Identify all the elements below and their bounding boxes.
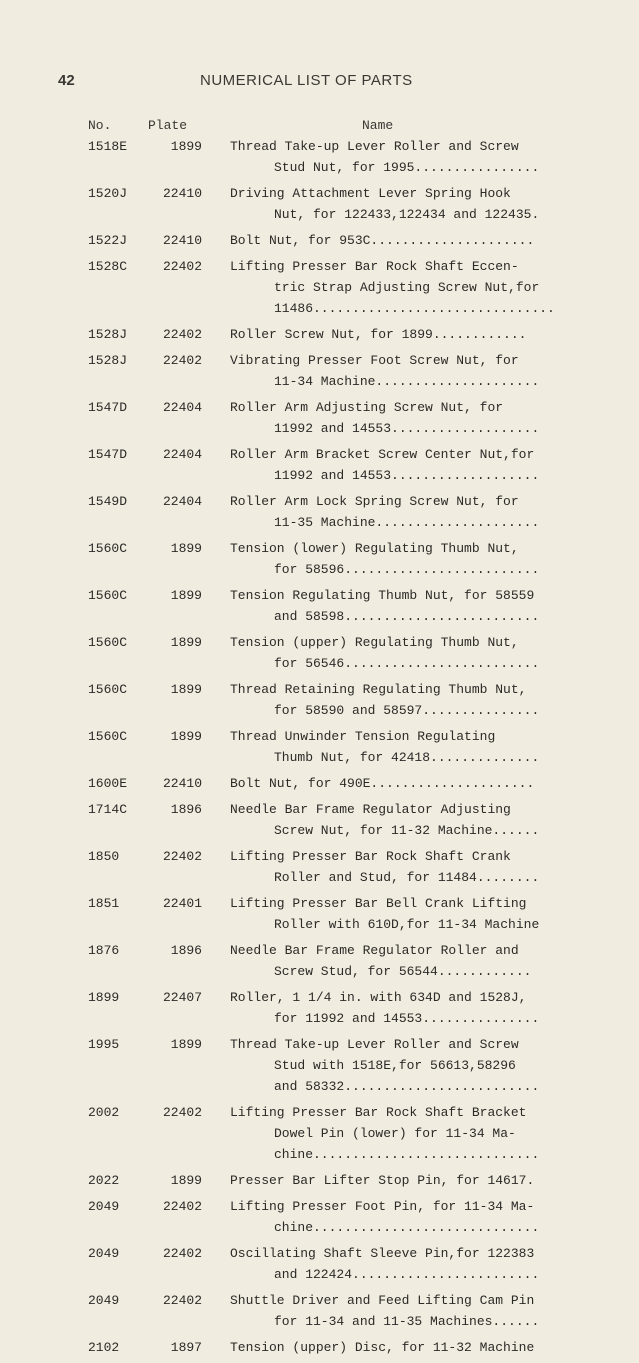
table-row: [0, 491, 639, 533]
part-name: [230, 632, 572, 674]
part-name-line: Tension (upper) Regulating Thumb Nut,: [230, 635, 519, 650]
part-name-line: Screw Nut, for 11-32 Machine......: [274, 823, 540, 838]
part-name-line: Oscillating Shaft Sleeve Pin,for 122383: [230, 1246, 535, 1261]
table-row: [0, 230, 639, 251]
part-name: [230, 1034, 572, 1097]
part-name-line: for 11992 and 14553...............: [274, 1011, 540, 1026]
part-number: 1899: [88, 990, 120, 1005]
part-name-line: Roller, 1 1/4 in. with 634D and 1528J,: [230, 990, 527, 1005]
table-row: [0, 1196, 639, 1238]
plate-number: 22410: [162, 233, 202, 248]
table-row: [0, 773, 639, 794]
part-number: 2022: [88, 1173, 120, 1188]
part-number: 2102: [88, 1340, 120, 1355]
part-name-line: Roller Arm Adjusting Screw Nut, for: [230, 400, 504, 415]
part-name-line: Thread Unwinder Tension Regulating: [230, 729, 496, 744]
part-name: [230, 230, 572, 251]
part-name: [230, 726, 572, 768]
plate-number: 22402: [162, 1199, 202, 1214]
part-number: 1560C: [88, 729, 128, 744]
table-row: [0, 632, 639, 674]
part-name: [230, 679, 572, 721]
plate-number: 22410: [162, 776, 202, 791]
plate-number: 22402: [162, 353, 202, 368]
part-name-line: Screw Stud, for 56544............: [274, 964, 532, 979]
table-row: [0, 183, 639, 225]
part-name: [230, 1196, 572, 1238]
part-name: [230, 397, 572, 439]
part-number: 1547D: [88, 400, 128, 415]
part-name-line: Bolt Nut, for 953C.....................: [230, 233, 535, 248]
part-name-line: Needle Bar Frame Regulator Adjusting: [230, 802, 511, 817]
plate-number: 1899: [170, 1037, 202, 1052]
part-name-line: Roller Arm Bracket Screw Center Nut,for: [230, 447, 535, 462]
part-name-line: for 58596.........................: [274, 562, 540, 577]
part-name-line: and 58598.........................: [274, 609, 540, 624]
part-number: 1547D: [88, 447, 128, 462]
table-row: [0, 585, 639, 627]
part-name-line: Lifting Presser Foot Pin, for 11-34 Ma-: [230, 1199, 535, 1214]
part-number: 1851: [88, 896, 120, 911]
part-name-line: Dowel Pin (lower) for 11-34 Ma-: [274, 1126, 516, 1141]
part-name: [230, 491, 572, 533]
part-number: 1528C: [88, 259, 128, 274]
part-name-line: Lifting Presser Bar Bell Crank Lifting: [230, 896, 527, 911]
part-name: [230, 324, 572, 345]
part-name-line: 11-35 Machine.....................: [274, 515, 540, 530]
plate-number: 1899: [170, 1173, 202, 1188]
table-row: [0, 1034, 639, 1097]
part-number: 2049: [88, 1293, 120, 1308]
part-name: [230, 183, 572, 225]
plate-number: 22402: [162, 1246, 202, 1261]
part-number: 1549D: [88, 494, 128, 509]
page-number: 42: [58, 72, 75, 89]
part-name: [230, 350, 572, 392]
page-title: NUMERICAL LIST OF PARTS: [200, 72, 413, 89]
part-name-line: Thread Take-up Lever Roller and Screw: [230, 1037, 519, 1052]
table-row: [0, 538, 639, 580]
part-name-line: Thread Retaining Regulating Thumb Nut,: [230, 682, 527, 697]
plate-number: 1899: [170, 729, 202, 744]
table-row: [0, 350, 639, 392]
part-name-line: for 11-34 and 11-35 Machines......: [274, 1314, 540, 1329]
part-name-line: Stud with 1518E,for 56613,58296: [274, 1058, 516, 1073]
part-name-line: and 58332.........................: [274, 1079, 540, 1094]
part-name-line: Nut, for 122433,122434 and 122435.: [274, 207, 540, 222]
plate-number: 1899: [170, 635, 202, 650]
part-name-line: Lifting Presser Bar Rock Shaft Crank: [230, 849, 511, 864]
part-name-line: for 56546.........................: [274, 656, 540, 671]
plate-number: 1899: [170, 682, 202, 697]
part-number: 1560C: [88, 588, 128, 603]
plate-number: 22401: [162, 896, 202, 911]
part-number: 2049: [88, 1199, 120, 1214]
part-number: 1850: [88, 849, 120, 864]
part-name: [230, 893, 572, 935]
table-row: [0, 893, 639, 935]
plate-number: 22410: [162, 186, 202, 201]
part-number: 1528J: [88, 327, 128, 342]
part-number: 1560C: [88, 635, 128, 650]
part-name-line: Roller Arm Lock Spring Screw Nut, for: [230, 494, 519, 509]
plate-number: 1899: [170, 541, 202, 556]
part-number: 1600E: [88, 776, 128, 791]
part-name-line: Roller with 610D,for 11-34 Machine: [274, 917, 540, 932]
part-name-line: Roller and Stud, for 11484........: [274, 870, 540, 885]
part-name-line: Tension (lower) Regulating Thumb Nut,: [230, 541, 519, 556]
plate-number: 22407: [162, 990, 202, 1005]
column-header-name: Name: [362, 118, 394, 133]
table-row: [0, 444, 639, 486]
part-number: 1528J: [88, 353, 128, 368]
part-name-line: Tension Regulating Thumb Nut, for 58559: [230, 588, 535, 603]
part-number: 1995: [88, 1037, 120, 1052]
part-name: [230, 1243, 572, 1285]
part-name-line: 11486...............................: [274, 301, 555, 316]
part-name-line: chine.............................: [274, 1147, 540, 1162]
plate-number: 22402: [162, 1293, 202, 1308]
part-name-line: chine.............................: [274, 1220, 540, 1235]
plate-number: 22404: [162, 400, 202, 415]
plate-number: 22402: [162, 259, 202, 274]
table-row: [0, 1337, 639, 1358]
part-name: [230, 1102, 572, 1165]
part-name-line: Bolt Nut, for 490E.....................: [230, 776, 535, 791]
plate-number: 22402: [162, 327, 202, 342]
plate-number: 22404: [162, 447, 202, 462]
part-name: [230, 799, 572, 841]
part-name: [230, 987, 572, 1029]
table-row: [0, 987, 639, 1029]
part-name-line: Thread Take-up Lever Roller and Screw: [230, 139, 519, 154]
table-row: [0, 679, 639, 721]
parts-list: [0, 136, 639, 1363]
part-name: [230, 940, 572, 982]
table-row: [0, 1170, 639, 1191]
part-name-line: Driving Attachment Lever Spring Hook: [230, 186, 511, 201]
plate-number: 1899: [170, 588, 202, 603]
part-name-line: 11992 and 14553...................: [274, 421, 540, 436]
part-name-line: Roller Screw Nut, for 1899............: [230, 327, 527, 342]
part-name: [230, 585, 572, 627]
part-name-line: Vibrating Presser Foot Screw Nut, for: [230, 353, 519, 368]
plate-number: 22404: [162, 494, 202, 509]
part-number: 2002: [88, 1105, 120, 1120]
part-number: 1520J: [88, 186, 128, 201]
part-name-line: Needle Bar Frame Regulator Roller and: [230, 943, 519, 958]
column-header-plate: Plate: [148, 118, 188, 133]
part-name: [230, 538, 572, 580]
table-row: [0, 397, 639, 439]
plate-number: 22402: [162, 849, 202, 864]
plate-number: 1897: [170, 1340, 202, 1355]
part-number: 1714C: [88, 802, 128, 817]
part-name: [230, 846, 572, 888]
part-number: 1876: [88, 943, 120, 958]
table-row: [0, 940, 639, 982]
table-row: [0, 136, 639, 178]
part-name-line: for 58590 and 58597...............: [274, 703, 540, 718]
table-row: [0, 1243, 639, 1285]
plate-number: 1896: [170, 802, 202, 817]
part-name-line: Lifting Presser Bar Rock Shaft Bracket: [230, 1105, 527, 1120]
plate-number: 1896: [170, 943, 202, 958]
part-name-line: Lifting Presser Bar Rock Shaft Eccen-: [230, 259, 519, 274]
part-name-line: Tension (upper) Disc, for 11-32 Machine: [230, 1340, 535, 1355]
column-header-no: No.: [88, 118, 112, 133]
part-number: 1560C: [88, 682, 128, 697]
part-name: [230, 444, 572, 486]
table-row: [0, 846, 639, 888]
part-number: 1560C: [88, 541, 128, 556]
table-row: [0, 324, 639, 345]
table-row: [0, 256, 639, 319]
part-name: [230, 1170, 572, 1191]
plate-number: 22402: [162, 1105, 202, 1120]
plate-number: 1899: [170, 139, 202, 154]
part-name-line: Presser Bar Lifter Stop Pin, for 14617.: [230, 1173, 535, 1188]
part-name-line: 11992 and 14553...................: [274, 468, 540, 483]
table-row: [0, 1290, 639, 1332]
part-name-line: 11-34 Machine.....................: [274, 374, 540, 389]
part-name: [230, 136, 572, 178]
part-name-line: Thumb Nut, for 42418..............: [274, 750, 540, 765]
table-row: [0, 799, 639, 841]
part-number: 1522J: [88, 233, 128, 248]
part-number: 2049: [88, 1246, 120, 1261]
table-row: [0, 1102, 639, 1165]
table-row: [0, 726, 639, 768]
part-name-line: Stud Nut, for 1995................: [274, 160, 540, 175]
part-name: [230, 773, 572, 794]
part-name-line: Shuttle Driver and Feed Lifting Cam Pin: [230, 1293, 535, 1308]
part-name-line: and 122424........................: [274, 1267, 540, 1282]
part-name: [230, 1290, 572, 1332]
part-name: [230, 256, 572, 319]
part-name: [230, 1337, 572, 1358]
part-name-line: tric Strap Adjusting Screw Nut,for: [274, 280, 540, 295]
part-number: 1518E: [88, 139, 128, 154]
